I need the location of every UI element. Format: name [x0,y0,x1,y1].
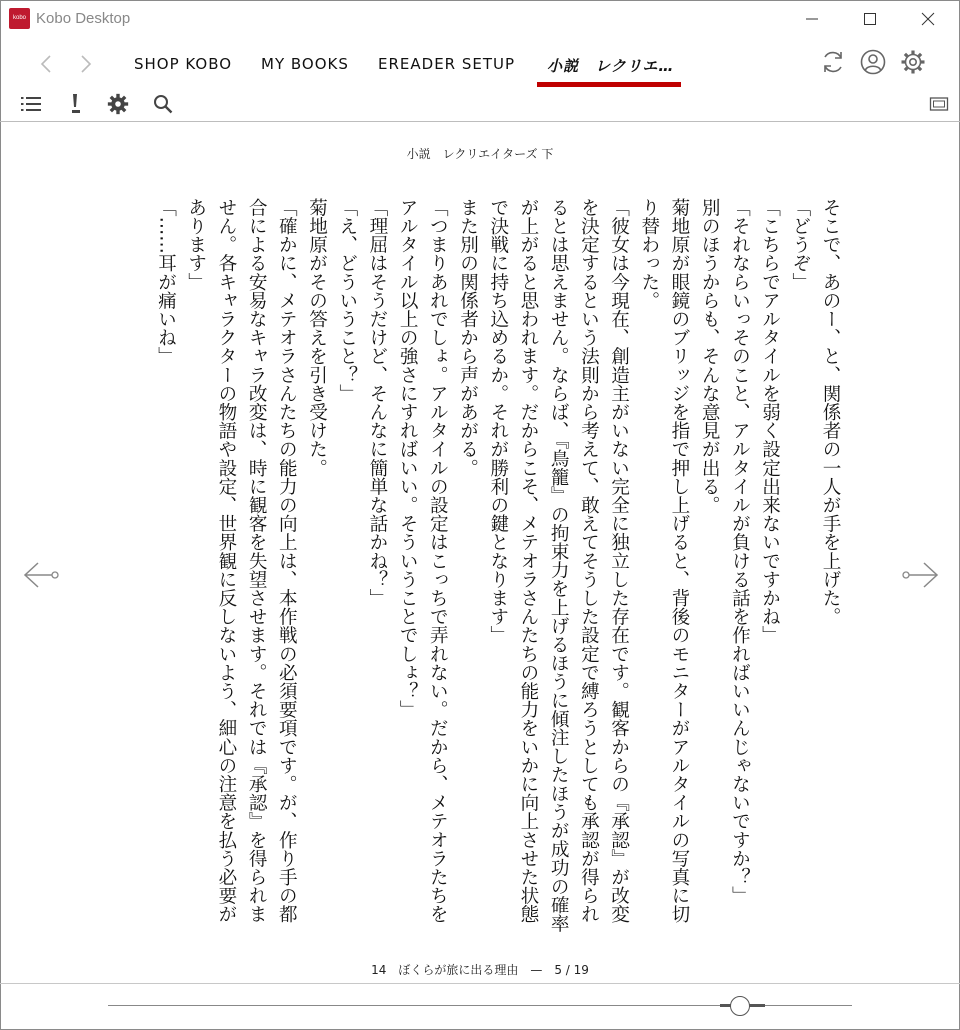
maximize-button[interactable] [850,4,890,34]
divider [0,983,960,984]
forward-button[interactable] [76,52,96,76]
user-icon [860,49,886,75]
tab-shop-kobo[interactable]: SHOP KOBO [134,55,233,73]
paragraph: 菊地原が眼鏡のブリッジを指で押し上げると、背後のモニターがアルタイルの写真に切り替わった。 [638,198,690,924]
reader-toolbar [0,88,960,122]
list-icon [20,95,42,113]
minimize-icon [805,12,819,26]
account-button[interactable] [858,47,888,77]
paragraph: 別のほうからも、そんな意見が出る。 [699,198,721,515]
gear-icon [107,93,129,115]
kobo-logo-icon [9,8,30,29]
layout-toggle-button[interactable] [927,92,951,116]
annotations-button[interactable] [62,92,86,116]
previous-page-button[interactable] [22,560,62,590]
paragraph: そこで、あのー、と、関係者の一人が手を上げた。 [820,198,841,626]
paragraph: 「理屈はそうだけど、そんなに簡単な話かね？」 [366,198,388,608]
window-title: Kobo Desktop [36,10,131,27]
paragraph: 菊地原がその答えを引き受けた。 [306,198,328,477]
sync-icon [820,49,846,75]
arrow-right-icon [900,560,940,590]
paragraph: 「どうぞ」 [789,198,811,291]
arrow-left-icon [22,560,62,590]
tab-my-books[interactable]: MY BOOKS [261,55,349,73]
book-title-header: 小説 レクリエイターズ 下 [406,147,554,161]
tab-current-book[interactable]: 小説 レクリエ… [547,57,675,75]
paragraph: また別の関係者から声があがる。 [457,198,479,477]
chevron-right-icon [80,54,92,74]
maximize-icon [863,12,877,26]
back-button[interactable] [36,52,56,76]
search-icon [153,94,173,114]
next-page-button[interactable] [900,560,940,590]
chevron-left-icon [40,54,52,74]
logo-text: kobo [12,15,26,21]
gear-icon [900,49,926,75]
sync-button[interactable] [818,47,848,77]
close-icon [921,12,935,26]
close-button[interactable] [908,4,948,34]
book-page-text [120,198,845,938]
tab-ereader-setup[interactable]: EREADER SETUP [378,55,516,73]
reading-settings-button[interactable] [106,92,130,116]
table-of-contents-button[interactable] [19,92,43,116]
vertical-text-body [150,198,845,938]
paragraph: 「それならいっそのこと、アルタイルが負ける話を作ればいいんじゃないですか？」 [729,198,751,905]
nav-bar [0,38,960,88]
paragraph: 「え、どういうこと？」 [336,198,358,403]
paragraph: 「確かに、メテオラさんたちの能力の向上は、本作戦の必須要項です。が、作り手の都合による安易なキャラ改変は、時に観客を失望させます。それでは『承認』を得られません。各キャラクターの物語や設定、世界観に反しないよう、細心の注意を払う必要があります」 [185,198,298,924]
settings-button[interactable] [898,47,928,77]
title-bar [0,0,960,38]
paragraph: 「彼女は今現在、創造主がいない完全に独立した存在です。観客からの『承認』が改変を決定するという法則から考えて、敢えてそうした設定で縛ろうとしても承認が得られるとは思えません。ならば、『鳥籠』の拘束力を上げるほうに傾注したほうが成功の確率が上がると思われます。だからこそ、メテオラさんたちの能力をいかに向上させた状態で決戦に持ち込めるか。それが勝利の鍵となります」 [487,198,630,933]
paragraph: 「つまりあれでしょ。アルタイルの設定はこっちで弄れない。だから、メテオラたちをアルタイル以上の強さにすればいい。そういうことでしょ？」 [397,198,449,924]
chapter-page-indicator: 14 ぼくらが旅に出る理由 — 5 / 19 [371,963,589,977]
search-button[interactable] [151,92,175,116]
paragraph: 「こちらでアルタイルを弱く設定出来ないですかね」 [759,198,781,645]
active-tab-indicator [537,82,681,87]
highlighter-icon [65,93,83,115]
two-page-icon [929,95,949,113]
paragraph: 「……耳が痛いね」 [155,198,177,366]
minimize-button[interactable] [792,4,832,34]
